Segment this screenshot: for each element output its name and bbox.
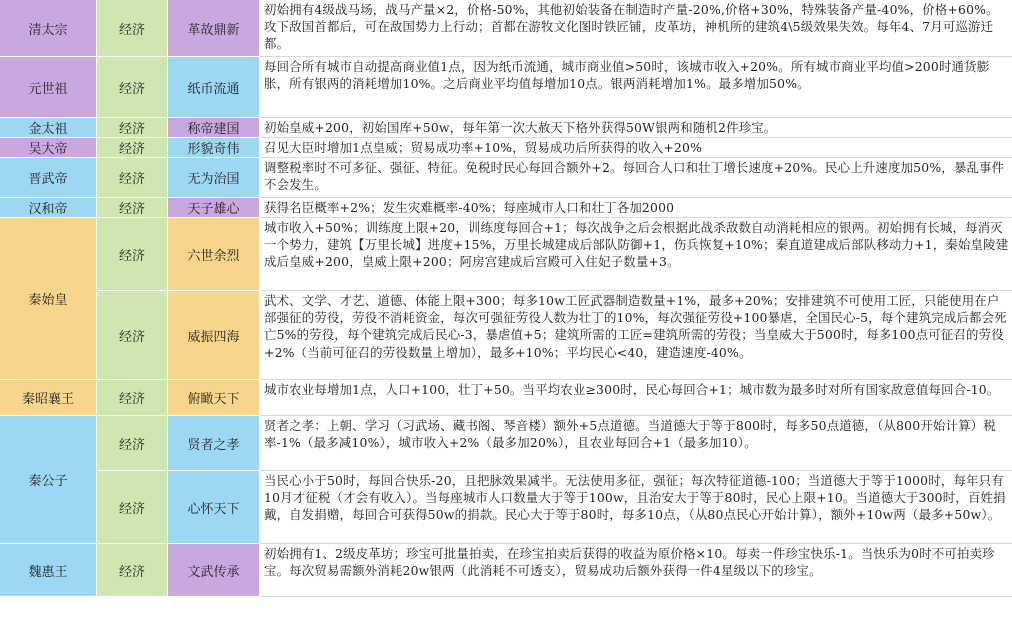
emperor-name: 秦始皇 — [0, 218, 97, 380]
skill-type: 经济 — [97, 57, 168, 118]
skill-name: 称帝建国 — [168, 118, 260, 138]
skill-description: 调整税率时不可多征、强征、特征。免税时民心每回合额外+2。每回合人口和壮丁增长速度+20%。民心上升速度加50%，暴乱事件不会发生。 — [260, 158, 1012, 198]
skill-description: 获得名臣概率+2%；发生灾难概率-40%；每座城市人口和壮丁各加2000 — [260, 198, 1012, 218]
skill-name: 威振四海 — [168, 291, 260, 380]
skill-description: 初始皇威+200，初始国库+50w，每年第一次大赦天下格外获得50W银两和随机2件珍宝。 — [260, 118, 1012, 138]
skill-name: 俯瞰天下 — [168, 380, 260, 416]
table-row — [0, 0, 1012, 57]
skill-type: 经济 — [97, 118, 168, 138]
skill-type: 经济 — [97, 380, 168, 416]
skill-name: 文武传承 — [168, 544, 260, 597]
skill-type: 经济 — [97, 291, 168, 380]
emperor-name: 秦昭襄王 — [0, 380, 97, 416]
skill-type: 经济 — [97, 471, 168, 544]
emperor-name: 汉和帝 — [0, 198, 97, 218]
skill-type: 经济 — [97, 198, 168, 218]
skill-name: 心怀天下 — [168, 471, 260, 544]
table-row — [0, 138, 1012, 158]
skill-description: 召见大臣时增加1点皇威；贸易成功率+10%，贸易成功后所获得的收入+20% — [260, 138, 1012, 158]
skill-type: 经济 — [97, 158, 168, 198]
emperor-name: 金太祖 — [0, 118, 97, 138]
skill-description: 城市收入+50%；训练度上限+20，训练度每回合+1；每次战争之后会根据此战杀敌数自动消耗相应的银两。初始拥有长城，每消灭一个势力，建筑【万里长城】进度+15%，万里长城建成后部队防御+1，伤兵恢复+10%；秦直道建成后部队移动力+1，秦始皇陵建成后皇威+200，皇威上限+200；阿房宫建成后宫殿可入住妃子数量+3。 — [260, 218, 1012, 291]
skill-description: 初始拥有4级战马场，战马产量×2，价格-50%，其他初始装备在制造时产量-20%,价格+30%，特殊装备产量-40%，价格+60%。攻下敌国首都后，可在敌国势力上行动；首都在游牧文化图时铁匠铺，皮革坊，神机所的建筑4\5级效果失效。每年4、7月可巡游迁都。 — [260, 0, 1012, 57]
skill-type: 经济 — [97, 218, 168, 291]
table-row — [0, 57, 1012, 118]
table-row — [0, 158, 1012, 198]
skill-name: 革故鼎新 — [168, 0, 260, 57]
emperor-name: 秦公子 — [0, 416, 97, 544]
skill-description: 城市农业每增加1点，人口+100，壮丁+50。当平均农业≥300时，民心每回合+1；城市数为最多时对所有国家敌意值每回合-10。 — [260, 380, 1012, 416]
table-row — [0, 118, 1012, 138]
emperor-name: 晋武帝 — [0, 158, 97, 198]
table-row — [0, 544, 1012, 597]
skill-name: 六世余烈 — [168, 218, 260, 291]
table-row — [0, 218, 1012, 291]
table-row — [0, 416, 1012, 471]
skill-name: 纸币流通 — [168, 57, 260, 118]
skill-description: 武术、文学、才艺、道德、体能上限+300；每多10w工匠武器制造数量+1%，最多+20%；安排建筑不可使用工匠，只能使用在户部强征的劳役，劳役不消耗资金，每次可强征劳役人数为壮丁的10%，每次强征劳役+100暴虐，全国民心-5，每个建筑完成后都会死亡5%的劳役，每个建筑完成后民心-3，暴虐值+5；建筑所需的工匠=建筑所需的劳役；当皇威大于500时，每多100点可征召的劳役+2%（当前可征召的劳役数量上增加），最多+10%；平均民心<40，建造速度-40%。 — [260, 291, 1012, 380]
emperor-name: 吴大帝 — [0, 138, 97, 158]
skill-description: 每回合所有城市自动提高商业值1点，因为纸币流通，城市商业值>50时，该城市收入+20%。所有城市商业平均值>200时通货膨胀，所有银两的消耗增加10%。之后商业平均值每增加10点。银两消耗增加1%。最多增加50%。 — [260, 57, 1012, 118]
skill-name: 无为治国 — [168, 158, 260, 198]
skill-name: 天子雄心 — [168, 198, 260, 218]
skill-name: 形貌奇伟 — [168, 138, 260, 158]
table-row — [0, 380, 1012, 416]
skill-type: 经济 — [97, 416, 168, 471]
emperor-name: 清太宗 — [0, 0, 97, 57]
table-row — [0, 198, 1012, 218]
emperor-name: 元世祖 — [0, 57, 97, 118]
emperor-name: 魏惠王 — [0, 544, 97, 597]
table-row — [0, 291, 1012, 380]
table-row — [0, 471, 1012, 544]
skill-type: 经济 — [97, 0, 168, 57]
skill-type: 经济 — [97, 138, 168, 158]
skill-description: 当民心小于50时，每回合快乐-20，且把脉效果减半。无法使用多征，强征；每次特征道德-100；当道德大于等于1000时，每年只有10月才征税（才会有收入）。当每座城市人口数量大于等于100w，且治安大于等于80时，民心上限+10。当道德大于300时，百姓捐戴，自发捐赠，每回合可获得50w的捐款。民心大于等于80时，每多10点，（从80点民心开始计算），额外+10w两（最多+50w）。 — [260, 471, 1012, 544]
skill-type: 经济 — [97, 544, 168, 597]
skill-description: 初始拥有1、2级皮革坊；珍宝可批量拍卖，在珍宝拍卖后获得的收益为原价格×10。每卖一件珍宝快乐-1。当快乐为0时不可拍卖珍宝。每次贸易需额外消耗20w银两（此消耗不可透支），贸易成功后额外获得一件4星级以下的珍宝。 — [260, 544, 1012, 597]
skill-name: 贤者之孝 — [168, 416, 260, 471]
skill-description: 贤者之孝：上朝、学习（习武场、藏书阁、琴音楼）额外+5点道德。当道德大于等于800时，每多50点道德，（从800开始计算）税率-1%（最多减10%），城市收入+2%（最多加20%），且农业每回合+1（最多加10）。 — [260, 416, 1012, 471]
